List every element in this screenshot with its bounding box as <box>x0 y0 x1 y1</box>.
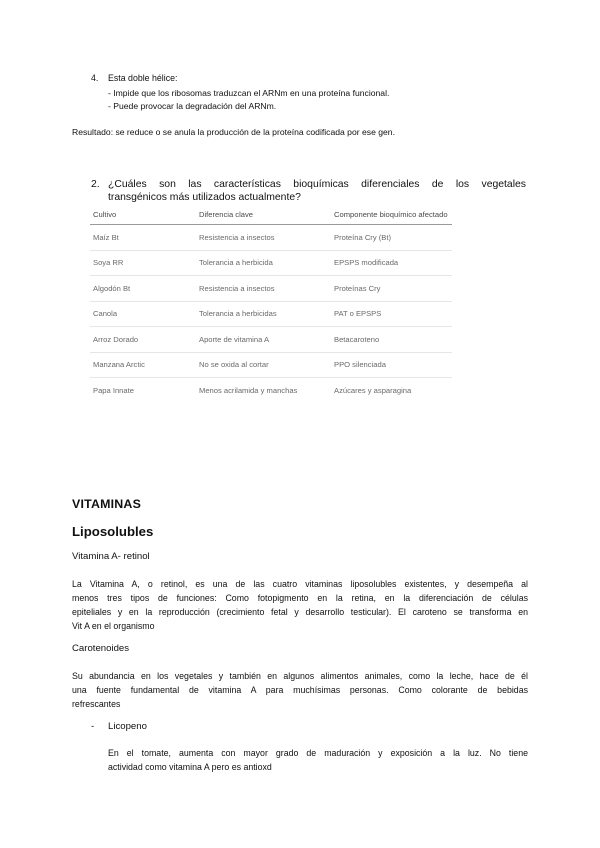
question2-line2: transgénicos más utilizados actualmente? <box>108 192 301 203</box>
table-cell: Betacaroteno <box>331 327 452 353</box>
vitamina-a-line: La Vitamina A, o retinol, es una de las cuatro vitaminas liposolubles existentes, y desempeña al <box>72 579 528 589</box>
table-cell: PPO silenciada <box>331 352 452 378</box>
table-cell: Algodón Bt <box>90 276 196 302</box>
table-row <box>90 225 452 251</box>
table-cell: Menos acrilamida y manchas <box>199 385 298 395</box>
table-cell: Arroz Dorado <box>90 327 196 353</box>
item4-bullet-1: - Impide que los ribosomas traduzcan el ARNm en una proteína funcional. <box>108 88 390 98</box>
licopeno-title: Licopeno <box>108 721 147 732</box>
table-cell: Resistencia a insectos <box>196 225 331 251</box>
vitamina-a-line: Vit A en el organismo <box>72 621 155 631</box>
table-cell: Resistencia a insectos <box>196 276 331 302</box>
licopeno-line: En el tomate, aumenta con mayor grado de maduración y exposición a la luz. No tiene <box>108 748 528 758</box>
table-header-row <box>90 204 452 225</box>
carotenoides-line: Su abundancia en los vegetales y también en algunos alimentos animales, como la leche, hace de él <box>72 671 528 681</box>
table-header-cultivo: Cultivo <box>90 204 196 225</box>
table-cell: Proteína Cry (Bt) <box>331 225 452 251</box>
table-row <box>90 327 452 353</box>
liposolubles-heading: Liposolubles <box>72 524 154 539</box>
carotenoides-line: una fuente fundamental de vitamina A para muchísimas personas. Como colorante de bebidas <box>72 685 528 695</box>
table-row <box>90 378 452 403</box>
item4-title: Esta doble hélice: <box>108 73 178 83</box>
carotenoides-title: Carotenoides <box>72 643 130 654</box>
vitamina-a-title: Vitamina A- retinol <box>72 551 150 562</box>
vitamina-a-line: menos tres tipos de funciones: Como fotopigmento en la retina, en la diferenciación de células <box>72 593 528 603</box>
table-cell: Canola <box>90 301 196 327</box>
carotenoides-line: refrescantes <box>72 699 121 709</box>
table-row <box>90 352 452 378</box>
table-row <box>90 276 452 302</box>
vitamina-a-line: epiteliales y en la reproducción (crecimiento fetal y desarrollo testicular). El caroteno se transforma en <box>72 607 528 617</box>
table-cell: Proteínas Cry <box>331 276 452 302</box>
table-cell: Azúcares y asparagina <box>334 385 412 395</box>
table-cell: Soya RR <box>90 250 196 276</box>
table-cell: Maíz Bt <box>90 225 196 251</box>
question2-line1: ¿Cuáles son las características bioquímicas diferenciales de los vegetales <box>108 179 526 190</box>
table-header-componente: Componente bioquímico afectado <box>331 204 452 225</box>
vitaminas-heading: VITAMINAS <box>72 497 142 511</box>
resultado-text: Resultado: se reduce o se anula la producción de la proteína codificada por ese gen. <box>72 127 395 137</box>
table-row <box>90 250 452 276</box>
question2-number: 2. <box>91 179 100 190</box>
table-cell: EPSPS modificada <box>331 250 452 276</box>
table-cell: No se oxida al cortar <box>196 352 331 378</box>
table-cell: PAT o EPSPS <box>331 301 452 327</box>
table-cell: Papa Innate <box>93 385 134 395</box>
licopeno-dash: - <box>91 721 95 732</box>
table-row <box>90 301 452 327</box>
transgenic-table <box>90 204 452 403</box>
table-cell: Tolerancia a herbicidas <box>196 301 331 327</box>
table-cell: Manzana Arctic <box>90 352 196 378</box>
item4-bullet-2: - Puede provocar la degradación del ARNm. <box>108 101 277 111</box>
licopeno-line: actividad como vitamina A pero es antioxd <box>108 762 272 772</box>
item4-number: 4. <box>91 73 99 83</box>
table-header-diferencia: Diferencia clave <box>196 204 331 225</box>
table-cell: Tolerancia a herbicida <box>196 250 331 276</box>
table-cell: Aporte de vitamina A <box>196 327 331 353</box>
